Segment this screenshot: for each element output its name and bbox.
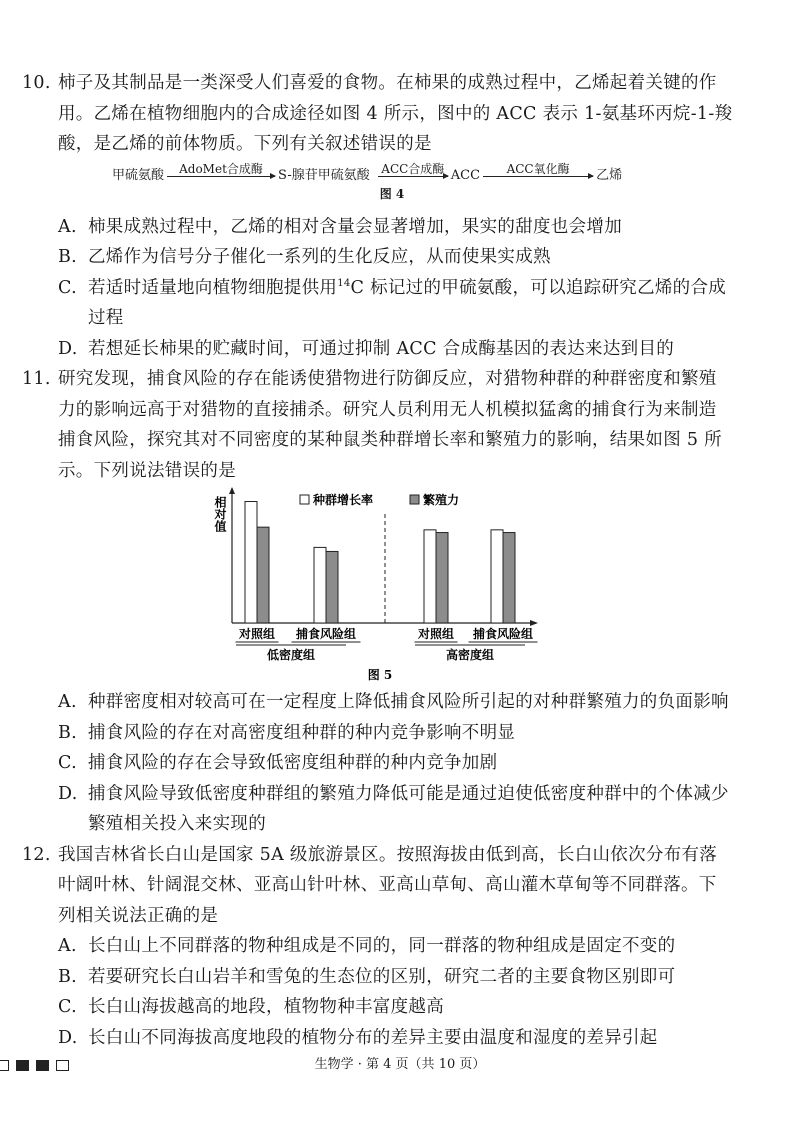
option-c (22, 748, 734, 779)
bar-growth (314, 547, 326, 623)
bar-growth (491, 530, 503, 623)
stem-text: 我国吉林省长白山是国家 5A 级旅游景区。按照海拔由低到高，长白山依次分布有落叶阔叶林、针阔混交林、亚高山针叶林、亚高山草甸、高山灌木草甸等不同群落。下列相关说法正确的是 (58, 844, 718, 926)
y-axis-arrow-icon (229, 487, 235, 494)
arrow-icon (483, 176, 593, 177)
legend-label-growth: 种群增长率 (313, 493, 374, 507)
y-axis-label: 相对值 (213, 496, 227, 532)
question-12-stem (22, 840, 734, 932)
arrow-adomet (167, 162, 275, 184)
group-label: 低密度组 (266, 648, 316, 662)
option-text: 若想延长柿果的贮藏时间，可通过抑制 ACC 合成酶基因的表达来达到目的 (88, 338, 675, 359)
page-footer (0, 1057, 800, 1075)
option-label: D. (58, 783, 78, 804)
bar-fecundity (436, 533, 448, 623)
question-number: 11. (22, 369, 51, 389)
stem-text: 研究发现，捕食风险的存在能诱使猎物进行防御反应，对猎物种群的种群密度和繁殖力的影响远高于对猎物的直接捕杀。研究人员利用无人机模拟猛禽的捕食行为来制造捕食风险，探究其对不同密度的某种鼠类种群增长率和繁殖力的影响，结果如图 5 所示。下列说法错误的是 (58, 369, 722, 481)
arrow-acc-synthase (378, 162, 448, 184)
enzyme-label: ACC合成酶 (381, 161, 445, 176)
option-b (22, 718, 734, 749)
page-content (22, 68, 734, 1053)
node-acc: ACC (450, 167, 481, 183)
option-text: 捕食风险的存在会导致低密度组种群的种内竞争加剧 (88, 753, 498, 773)
option-c (22, 992, 734, 1023)
option-label: C. (58, 277, 77, 298)
arrow-icon (378, 176, 448, 177)
option-text: 若适时适量地向植物细胞提供用 (88, 277, 338, 298)
option-text: 柿果成熟过程中，乙烯的相对含量会显著增加，果实的甜度也会增加 (88, 216, 622, 237)
option-text: 乙烯作为信号分子催化一系列的生化反应，从而使果实成熟 (88, 247, 551, 267)
enzyme-label: ACC氧化酶 (506, 161, 570, 176)
option-a (22, 212, 734, 243)
x-tick-label: 捕食风险组 (472, 627, 534, 641)
option-a (22, 687, 734, 718)
node-methionine: 甲硫氨酸 (112, 167, 165, 183)
option-label: D. (58, 1027, 78, 1048)
figure-5-chart (200, 486, 560, 687)
bar-growth (424, 530, 436, 623)
option-b (22, 962, 734, 993)
node-sam: S-腺苷甲硫氨酸 (278, 167, 370, 183)
option-d (22, 334, 734, 365)
x-axis-arrow-icon (530, 620, 538, 626)
x-tick-label: 对照组 (417, 627, 455, 641)
option-c (22, 273, 734, 334)
option-text: 若要研究长白山岩羊和雪兔的生态位的区别，研究二者的主要食物区别即可 (88, 966, 676, 987)
option-label: A. (58, 936, 77, 956)
legend-swatch-growth (300, 495, 309, 504)
question-10-stem (22, 68, 734, 160)
question-11-stem (22, 364, 734, 486)
option-label: C. (58, 753, 77, 773)
option-label: B. (58, 966, 78, 987)
option-text: 种群密度相对较高可在一定程度上降低捕食风险所引起的对种群繁殖力的负面影响 (88, 692, 729, 712)
figure-caption: 图 4 (379, 186, 405, 201)
arrow-acc-oxidase (483, 162, 593, 184)
option-label: C. (58, 997, 77, 1017)
option-label: D. (58, 338, 78, 359)
option-text: C 标记过的甲硫氨酸，可以追踪研究乙烯的合成过程 (88, 277, 727, 328)
bar-fecundity (503, 533, 515, 623)
figure-caption: 图 5 (367, 668, 393, 682)
arrow-icon (167, 176, 275, 177)
option-label: A. (58, 216, 77, 237)
page-number: 生物学 · 第 4 页（共 10 页） (314, 1057, 486, 1072)
option-text: 长白山上不同群落的物种组成是不同的，同一群落的物种组成是固定不变的 (88, 936, 676, 956)
x-tick-label: 对照组 (238, 627, 276, 641)
option-label: B. (58, 722, 78, 743)
legend-swatch-fecundity (410, 495, 419, 504)
bar-growth (245, 502, 257, 624)
group-label: 高密度组 (445, 648, 495, 662)
superscript: 14 (337, 277, 351, 289)
question-number: 12. (22, 844, 51, 865)
bar-fecundity (257, 527, 269, 623)
option-text: 长白山不同海拔高度地段的植物分布的差异主要由温度和湿度的差异引起 (88, 1027, 658, 1048)
legend-label-fecundity: 繁殖力 (423, 493, 460, 507)
option-b (22, 242, 734, 273)
stem-text: 柿子及其制品是一类深受人们喜爱的食物。在柿果的成熟过程中，乙烯起着关键的作用。乙烯在植物细胞内的合成途径如图 4 所示，图中的 ACC 表示 1-氨基环丙烷-1-羧酸，是乙烯的前体物质。下列有关叙述错误的是 (58, 73, 733, 154)
option-label: B. (58, 247, 78, 267)
figure-4-pathway (112, 160, 672, 212)
enzyme-label: AdoMet合成酶 (179, 161, 263, 176)
option-a (22, 931, 734, 962)
option-text: 捕食风险的存在对高密度组种群的种内竞争影响不明显 (88, 722, 516, 743)
option-d (22, 1023, 734, 1054)
option-label: A. (58, 692, 77, 712)
option-text: 捕食风险导致低密度种群组的繁殖力降低可能是通过迫使低密度种群中的个体减少繁殖相关投入来实现的 (88, 783, 729, 834)
x-tick-label: 捕食风险组 (295, 627, 357, 641)
question-number: 10. (22, 73, 51, 93)
bar-fecundity (326, 551, 338, 623)
option-d (22, 779, 734, 840)
node-ethylene: 乙烯 (596, 167, 623, 183)
option-text: 长白山海拔越高的地段，植物物种丰富度越高 (88, 997, 444, 1017)
